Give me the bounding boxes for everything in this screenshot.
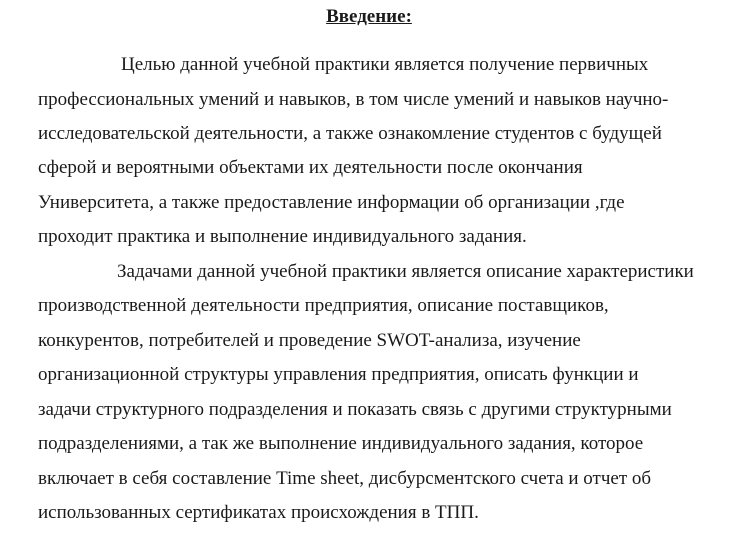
paragraph-line: проходит практика и выполнение индивидуального задания.: [38, 226, 527, 247]
paragraph-line: сферой и вероятными объектами их деятельности после окончания: [38, 157, 583, 178]
paragraph-line: организационной структуры управления предприятия, описать функции и: [38, 364, 639, 385]
paragraph-line: исследовательской деятельности, а также ознакомление студентов с будущей: [38, 123, 662, 144]
paragraph-line: Университета, а также предоставление информации об организации ,где: [38, 192, 625, 213]
paragraph-line: включает в себя составление Time sheet, дисбурсментского счета и отчет об: [38, 468, 652, 489]
paragraph-line: производственной деятельности предприятия, описание поставщиков,: [38, 295, 609, 316]
paragraph-line: конкурентов, потребителей и проведение SWOT-анализа, изучение: [38, 330, 581, 351]
paragraph-line: задачи структурного подразделения и показать связь с другими структурными: [38, 399, 672, 420]
paragraph-line: Задачами данной учебной практики является описание характеристики: [117, 261, 694, 282]
paragraph-line: подразделениями, а так же выполнение индивидуального задания, которое: [38, 433, 644, 454]
paragraph-line: профессиональных умений и навыков, в том числе умений и навыков научно-: [38, 89, 669, 110]
paragraph-line: использованных сертификатах происхождения в ТПП.: [38, 502, 479, 523]
paragraph-line: Целью данной учебной практики является получение первичных: [121, 54, 649, 75]
section-heading: Введение:: [326, 6, 412, 27]
